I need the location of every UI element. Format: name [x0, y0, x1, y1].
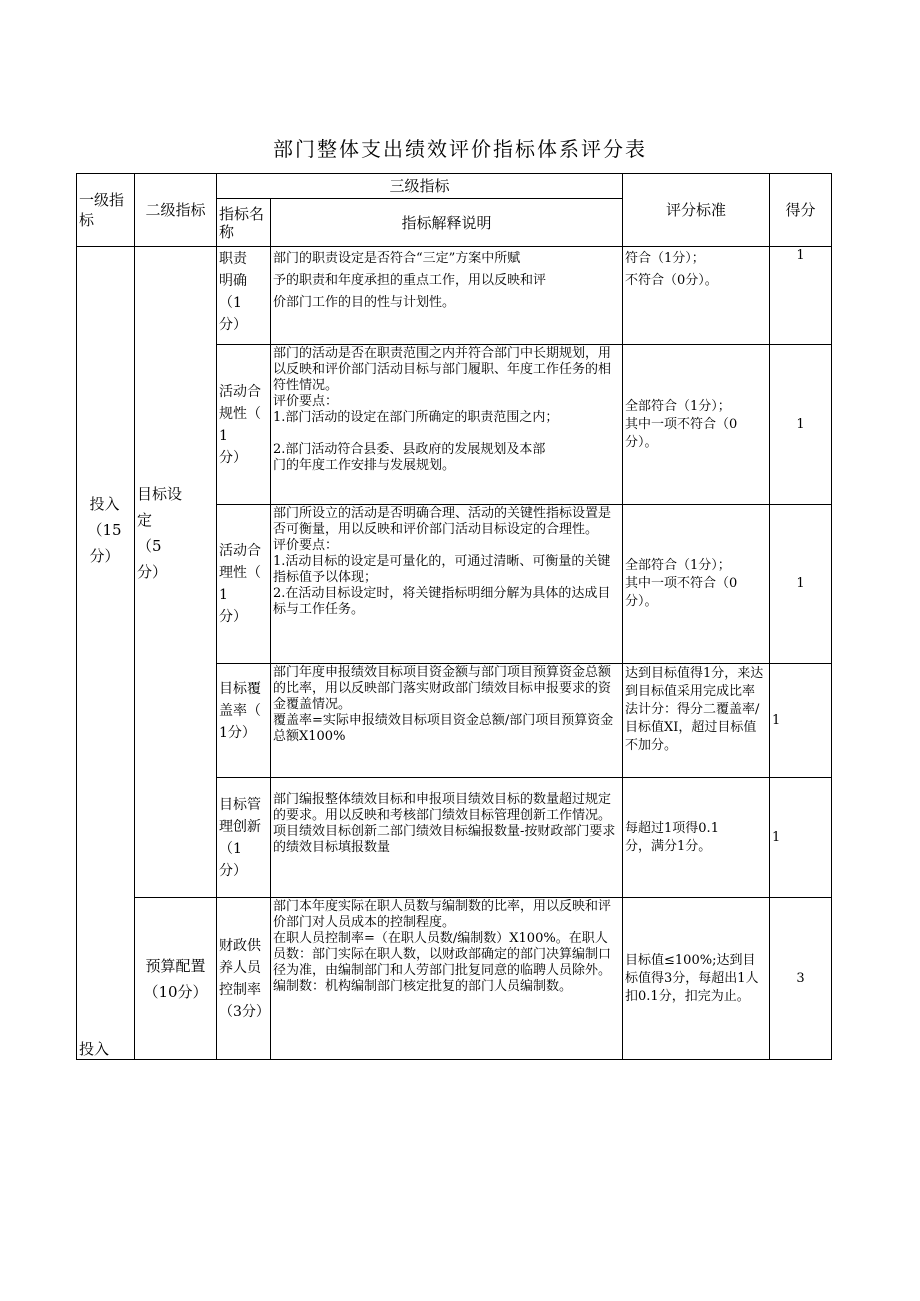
- score-value: 3: [770, 898, 832, 1060]
- table-row: [77, 898, 832, 1060]
- level1-label: 投入 （15 分）: [87, 495, 122, 565]
- score-value: 1: [770, 664, 832, 778]
- scoring-criteria: 全部符合（1分）； 其中一项不符合（0 分）。: [623, 505, 770, 664]
- scoring-criteria: 每超过1项得0.1 分，满分1分。: [623, 778, 770, 898]
- page-title: 部门整体支出绩效评价指标体系评分表: [273, 137, 647, 161]
- header-level1: 一级指标: [77, 174, 135, 247]
- evaluation-table: [76, 173, 832, 1060]
- indicator-explanation: 部门所设立的活动是否明确合理、活动的关键性指标设置是否可衡量，用以反映和评价部门活动目标设定的合理性。 评价要点： 1.活动目标的设定是可量化的，可通过清晰、可衡量的关键指标值予以体现； 2.在活动目标设定时，将关键指标明细分解为具体的达成目标与工作任务。: [271, 505, 623, 664]
- scoring-criteria: 目标值≤100%;达到目标值得3分，每超出1人扣0.1分，扣完为止。: [623, 898, 770, 1060]
- level1-continued-label: 投入: [79, 1040, 110, 1058]
- indicator-explanation: 部门的职责设定是否符合“三定”方案中所赋 予的职责和年度承担的重点工作，用以反映和评 价部门工作的目的性与计划性。: [271, 247, 623, 345]
- level2-budget-allocation: 预算配置 （10分）: [135, 898, 217, 1060]
- scoring-criteria: 全部符合（1分）； 其中一项不符合（0 分）。: [623, 345, 770, 505]
- level1-cell: [77, 247, 135, 1060]
- level2-goal-setting: 目标设 定 （5 分）: [135, 247, 217, 898]
- header-level2: 二级指标: [135, 174, 217, 247]
- scoring-criteria: 符合（1分）； 不符合（0分）。: [623, 247, 770, 345]
- indicator-name: 财政供 养人员 控制率 （3分）: [217, 898, 271, 1060]
- indicator-explanation: 部门本年度实际在职人员数与编制数的比率，用以反映和评价部门对人员成本的控制程度。 在职人员控制率=（在职人员数/编制数）X100%。在职人员数：部门实际在职人数，以财政部确定的部门决算编制口径为准，由编制部门和人劳部门批复同意的临聘人员除外。 编制数：机构编制部门核定批复的部门人员编制数。: [271, 898, 623, 1060]
- score-value: 1: [770, 345, 832, 505]
- indicator-explanation: 部门的活动是否在职责范围之内并符合部门中长期规划，用以反映和评价部门活动目标与部门履职、年度工作任务的相符性情况。 评价要点： 1.部门活动的设定在部门所确定的职责范围之内； 2.部门活动符合县委、县政府的发展规划及本部 门的年度工作安排与发展规划。: [271, 345, 623, 505]
- indicator-name: 活动合 理性（ 1 分）: [217, 505, 271, 664]
- header-score: 得分: [770, 174, 832, 247]
- header-criteria: 评分标准: [623, 174, 770, 247]
- indicator-name: 目标管 理创新 （1 分）: [217, 778, 271, 898]
- indicator-explanation: 部门编报整体绩效目标和申报项目绩效目标的数量超过规定的要求。用以反映和考核部门绩效目标管理创新工作情况。 项目绩效目标创新二部门绩效目标编报数量-按财政部门要求的绩效目标填报数量: [271, 778, 623, 898]
- indicator-name: 职责 明确 （1 分）: [217, 247, 271, 345]
- indicator-name: 活动合 规性（ 1 分）: [217, 345, 271, 505]
- score-value: 1: [770, 247, 832, 345]
- score-value: 1: [770, 505, 832, 664]
- indicator-explanation: 部门年度申报绩效目标项目资金额与部门项目预算资金总额的比率，用以反映部门落实财政部门绩效目标申报要求的资金覆盖情况。 覆盖率=实际申报绩效目标项目资金总额/部门项目预算资金总额X100%: [271, 664, 623, 778]
- header-level3: 三级指标: [217, 174, 623, 199]
- score-value: 1: [770, 778, 832, 898]
- indicator-name: 目标覆 盖率（ 1分）: [217, 664, 271, 778]
- table-row: [77, 247, 832, 345]
- scoring-criteria: 达到目标值得1分，来达到目标值采用完成比率法计分：得分二覆盖率/目标值XI，超过目标值不加分。: [623, 664, 770, 778]
- header-indicator-name: 指标名称: [217, 199, 271, 247]
- header-explanation: 指标解释说明: [271, 199, 623, 247]
